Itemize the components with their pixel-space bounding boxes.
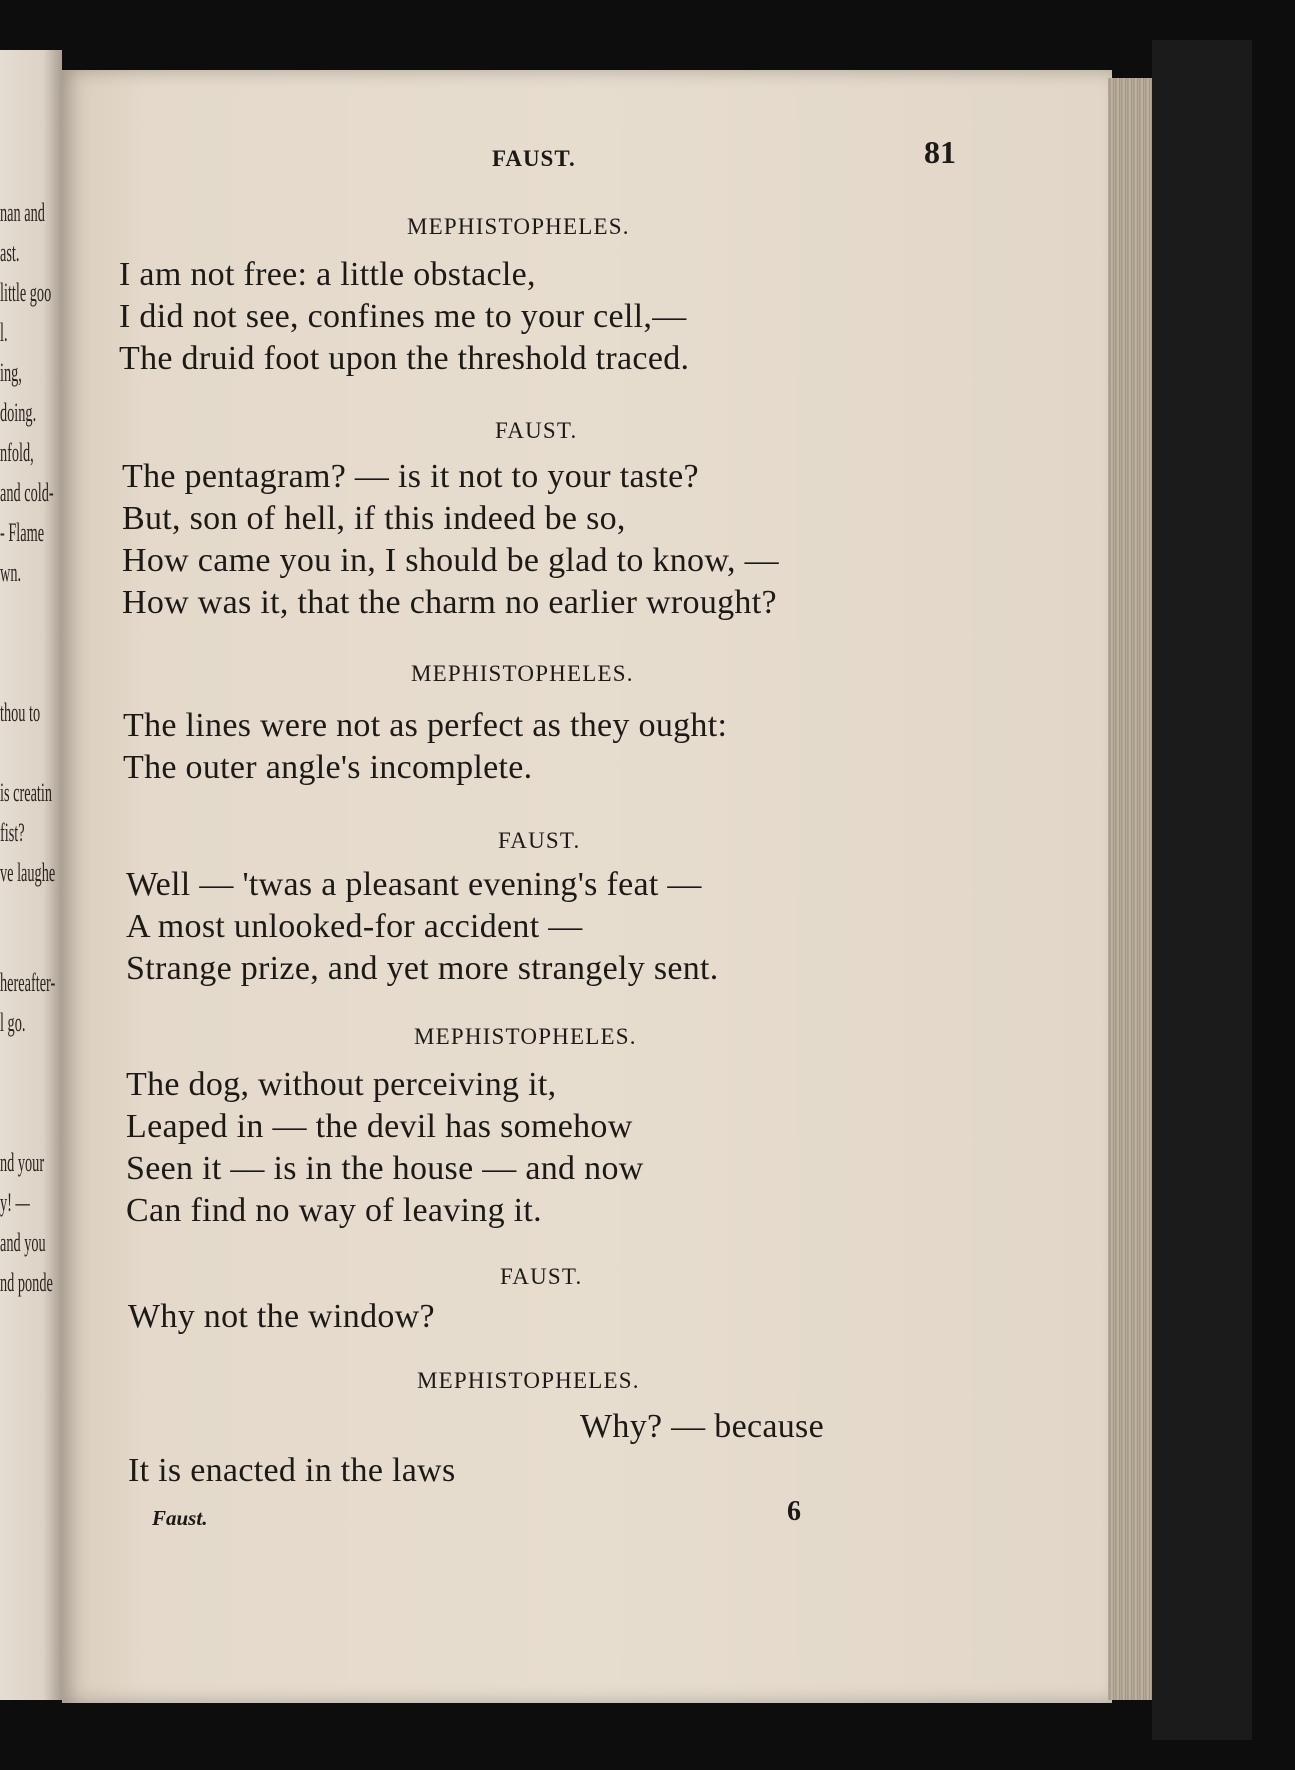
speaker-heading: MEPHISTOPHELES. (411, 661, 634, 686)
page-stack-edge (1108, 78, 1152, 1700)
verse-line: A most unlooked-for accident — (126, 908, 583, 945)
facing-page-fragment: l go. (0, 1008, 26, 1037)
facing-page-fragment: nan and (0, 198, 45, 227)
facing-page-fragment: y! — (0, 1188, 30, 1217)
facing-page-fragment: is creatin (0, 778, 53, 807)
verse-line: Well — 'twas a pleasant evening's feat — (126, 866, 702, 903)
speaker-heading: FAUST. (500, 1264, 583, 1289)
facing-page-fragment: wn. (0, 558, 22, 587)
verse-line: The druid foot upon the threshold traced. (119, 340, 690, 377)
facing-page-fragment: nfold, (0, 438, 34, 467)
facing-page-fragment: nd ponde (0, 1268, 53, 1297)
verse-line: Seen it — is in the house — and now (126, 1150, 644, 1187)
verse-line: I am not free: a little obstacle, (119, 256, 536, 293)
speaker-heading: MEPHISTOPHELES. (414, 1024, 637, 1049)
verse-line: The outer angle's incomplete. (123, 749, 533, 786)
verse-line: The pentagram? — is it not to your taste? (122, 458, 699, 495)
footer-signature-mark: 6 (787, 1496, 801, 1527)
facing-page-fragment: and you (0, 1228, 46, 1257)
facing-page-fragment: ast. (0, 238, 20, 267)
speaker-heading: FAUST. (498, 828, 581, 853)
facing-page-fragment: l. (0, 318, 8, 347)
verse-line: The lines were not as perfect as they ought: (123, 707, 728, 744)
facing-page-fragment: hereafter- (0, 968, 56, 997)
book-cover (1152, 40, 1252, 1740)
verse-line: But, son of hell, if this indeed be so, (122, 500, 626, 537)
facing-page-fragment: ing, (0, 358, 22, 387)
facing-page-edge (0, 50, 62, 1700)
verse-line: It is enacted in the laws (128, 1452, 456, 1489)
facing-page-fragment: little goo (0, 278, 52, 307)
speaker-heading: MEPHISTOPHELES. (417, 1368, 640, 1393)
facing-page-fragment: ve laughe (0, 858, 56, 887)
facing-page-fragment: and cold- (0, 478, 54, 507)
facing-page-fragment: fist? (0, 818, 25, 847)
verse-line: Why? — because (580, 1408, 824, 1445)
verse-line: How was it, that the charm no earlier wrought? (122, 584, 777, 621)
facing-page-fragment: nd your (0, 1148, 45, 1177)
verse-line: Leaped in — the devil has somehow (126, 1108, 633, 1145)
verse-line: How came you in, I should be glad to know, — (122, 542, 779, 579)
verse-line: Why not the window? (128, 1298, 435, 1335)
facing-page-fragment: doing. (0, 398, 37, 427)
facing-page-fragment: - Flame (0, 518, 45, 547)
verse-line: The dog, without perceiving it, (126, 1066, 557, 1103)
footer-book-title: Faust. (152, 1506, 208, 1530)
verse-line: I did not see, confines me to your cell,— (119, 298, 687, 335)
speaker-heading: FAUST. (495, 418, 578, 443)
page-number: 81 (924, 134, 956, 170)
facing-page-fragment: thou to (0, 698, 41, 727)
verse-line: Strange prize, and yet more strangely sent. (126, 950, 719, 987)
speaker-heading: MEPHISTOPHELES. (407, 214, 630, 239)
verse-line: Can find no way of leaving it. (126, 1192, 542, 1229)
running-title: FAUST. (492, 146, 576, 171)
